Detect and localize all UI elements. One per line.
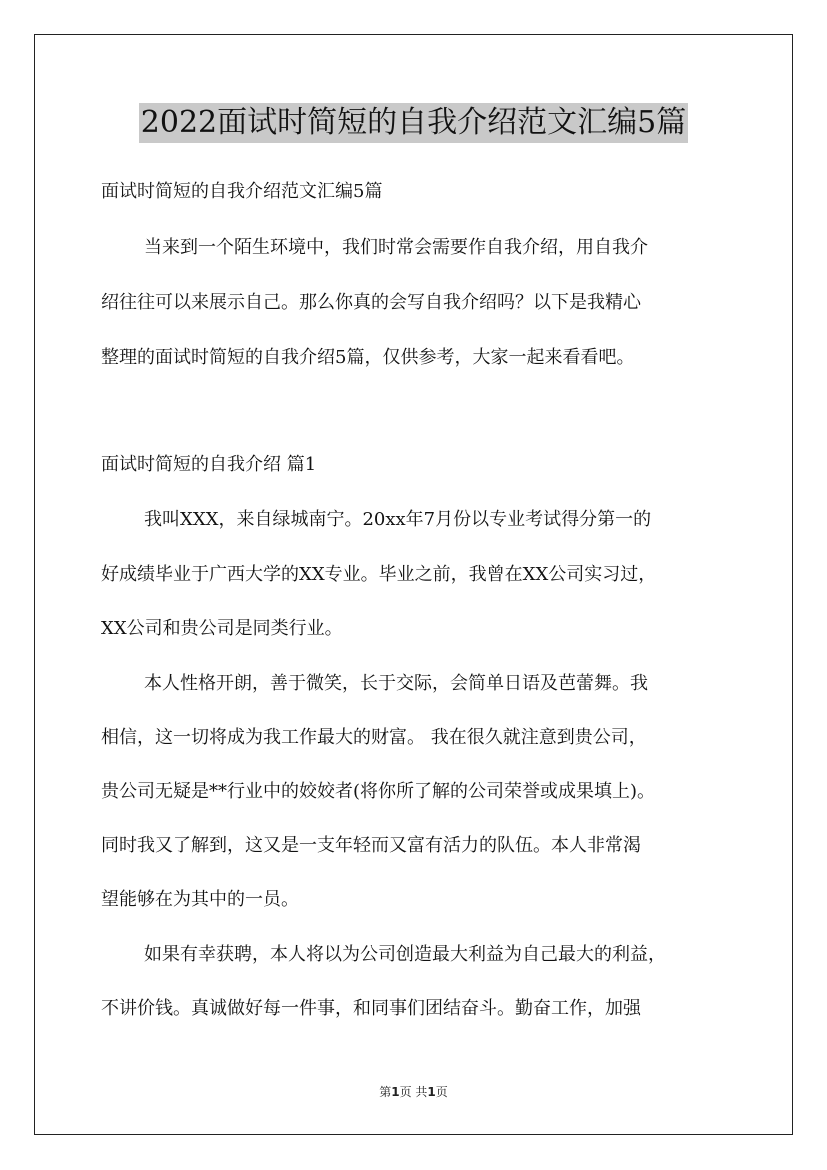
paragraph-line: 本人性格开朗，善于微笑，长于交际，会简单日语及芭蕾舞。我: [144, 673, 648, 694]
page-current-number: 1: [391, 1085, 400, 1099]
document-title: 2022面试时简短的自我介绍范文汇编5篇: [139, 103, 688, 143]
paragraph-line: XX公司和贵公司是同类行业。: [101, 618, 343, 639]
section-heading: 面试时简短的自我介绍 篇1: [101, 454, 317, 475]
paragraph-line: 不讲价钱。真诚做好每一件事，和同事们团结奋斗。勤奋工作，加强: [101, 998, 641, 1019]
paragraph-line: 贵公司无疑是**行业中的姣姣者(将你所了解的公司荣誉或成果填上)。: [101, 781, 656, 802]
paragraph-line: 绍往往可以来展示自己。那么你真的会写自我介绍吗？以下是我精心: [101, 292, 641, 313]
page-total-number: 1: [427, 1085, 436, 1099]
section-subtitle: 面试时简短的自我介绍范文汇编5篇: [101, 181, 383, 202]
paragraph-line: 我叫XXX，来自绿城南宁。20xx年7月份以专业考试得分第一的: [144, 509, 652, 530]
paragraph-line: 相信，这一切将成为我工作最大的财富。 我在很久就注意到贵公司，: [101, 727, 647, 748]
paragraph-line: 好成绩毕业于广西大学的XX专业。毕业之前，我曾在XX公司实习过，: [101, 564, 657, 585]
page-suffix: 页: [435, 1085, 448, 1099]
paragraph-line: 望能够在为其中的一员。: [101, 889, 299, 910]
page-prefix: 第: [379, 1085, 392, 1099]
page-mid: 页 共: [399, 1085, 428, 1099]
page-footer: [0, 1083, 827, 1100]
title-container: [0, 103, 827, 143]
paragraph-line: 整理的面试时简短的自我介绍5篇，仅供参考，大家一起来看看吧。: [101, 347, 635, 368]
paragraph-line: 同时我又了解到，这又是一支年轻而又富有活力的队伍。本人非常渴: [101, 835, 641, 856]
paragraph-line: 如果有幸获聘，本人将以为公司创造最大利益为自己最大的利益，: [144, 944, 666, 965]
paragraph-line: 当来到一个陌生环境中，我们时常会需要作自我介绍，用自我介: [144, 237, 648, 258]
